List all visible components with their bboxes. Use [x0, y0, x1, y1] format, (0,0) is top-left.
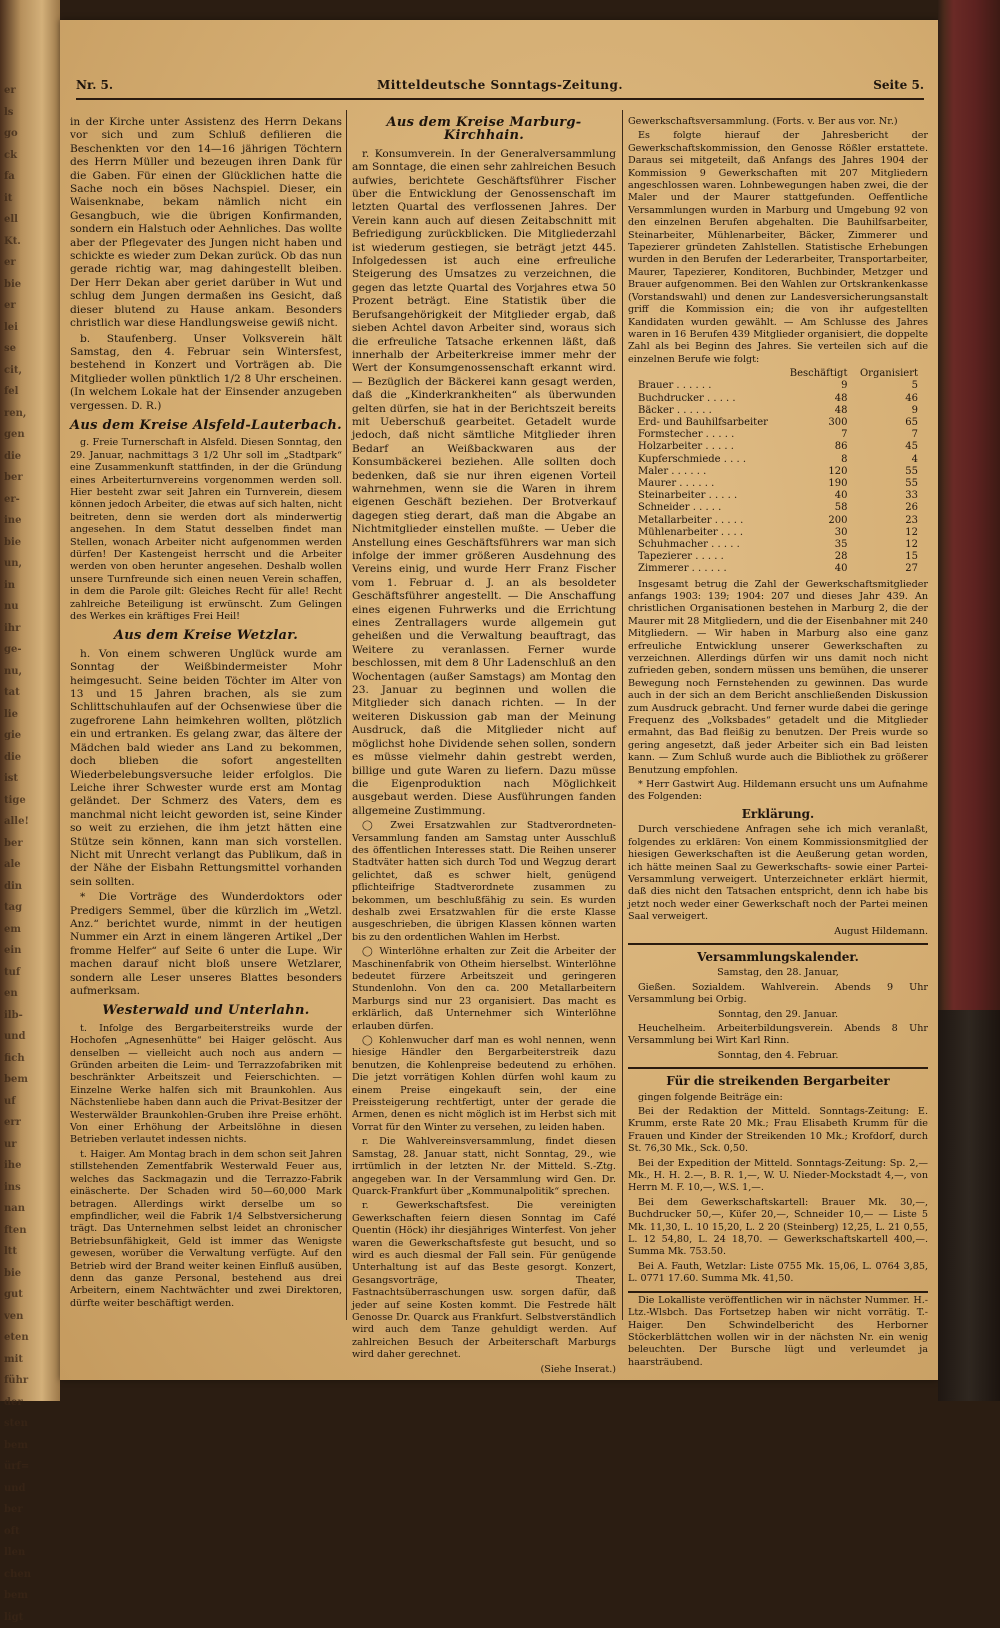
- binding-band: [938, 1010, 1000, 1401]
- table-cell: 55: [851, 466, 922, 478]
- table-cell: Schuhmacher . . . . .: [634, 539, 781, 551]
- calendar-date: Samstag, den 28. Januar,: [628, 967, 928, 979]
- edge-word: eten: [4, 1327, 54, 1349]
- edge-word: ine: [4, 510, 54, 532]
- table-cell: 40: [781, 490, 851, 502]
- edge-word: cit,: [4, 360, 54, 382]
- table-header: Organisiert: [851, 368, 922, 380]
- edge-word: it: [4, 188, 54, 210]
- edge-word: der: [4, 1392, 54, 1414]
- table-cell: 28: [781, 551, 851, 563]
- table-row: [634, 515, 922, 527]
- table-row: [634, 527, 922, 539]
- edge-word: ren,: [4, 403, 54, 425]
- edge-word: bie: [4, 532, 54, 554]
- article-paragraph: ◯ Zwei Ersatzwahlen zur Stadtverordneten-Versammlung fanden am Samstag unter Ausschluß des öffentlichen Interesses statt. Die Reihen unserer Stadtväter hatten sich durch Tod und Wegzug derart gelichtet, daß es schwer hielt, genügend pflichteifrige Stadtverordnete zusammen zu bekommen, um beschlußfähig zu sein. Es wurden deshalb zwei Ersatzwahlen für die erste Klasse ausgeschrieben, die übrigen Klassen können warten bis zu den ordentlichen Wahlen im Herbst.: [352, 820, 616, 944]
- edge-word: er-: [4, 489, 54, 511]
- newspaper-page: [60, 20, 938, 1380]
- table-body: [634, 380, 922, 575]
- table-cell: 26: [851, 502, 922, 514]
- table-cell: 5: [851, 380, 922, 392]
- meeting-calendar: [628, 943, 928, 1062]
- edge-word: er: [4, 80, 54, 102]
- donations-paragraph: Bei der Redaktion der Mitteld. Sonntags-Zeitung: E. Krumm, erste Rate 20 Mk.; Frau Elisabeth Krumm für die Frauen und Kinder der Streikenden 10 Mk.; Krofdorf, durch St. 76,30 Mk., Sck. 0,50.: [628, 1106, 928, 1156]
- edge-word: fich: [4, 1048, 54, 1070]
- header-rule: [76, 98, 924, 100]
- issue-number: Nr. 5.: [76, 78, 113, 92]
- table-cell: 48: [781, 393, 851, 405]
- article-paragraph: Es folgte hierauf der Jahresbericht der Gewerkschaftskommission, den Genosse Rößler erstattete. Daraus sei mitgeteilt, daß Anfangs des Jahres 1904 der Kommission 9 Gewerkschaften mit 207 Mitgliedern angeschlossen waren. Lohnbewegungen haben zwei, die der Maler und der Maurer stattgefunden. Oeffentliche Versammlungen wurden in Marburg und Umgebung 92 von den einzelnen Berufen abgehalten. Die Bauhilfsarbeiter, Steinarbeiter, Mühlenarbeiter, Bäcker, Zimmerer und Tapezierer gründeten Zahlstellen. Statistische Erhebungen wurden in den Berufen der Lederarbeiter, Transportarbeiter, Maurer, Tapezierer, Konditoren, Buchbinder, Metzger und Brauer aufgenommen. Bei den Wahlen zur Ortskrankenkasse (Vorstandswahl) und denen zur Landesversicherungsanstalt griff die Kommission ein; die von ihr aufgestellten Kandidaten wurden gewählt. — Am Schlusse des Jahres waren in 16 Berufen 439 Mitglieder organisiert, die doppelte Zahl als bei Beginn des Jahres. Sie verteilen sich auf die einzelnen Berufe wie folgt:: [628, 130, 928, 366]
- table-cell: 48: [781, 405, 851, 417]
- table-row: [634, 405, 922, 417]
- table-cell: 65: [851, 417, 922, 429]
- edge-word: die: [4, 446, 54, 468]
- edge-word: ligt: [4, 1607, 54, 1628]
- article-paragraph: r. Gewerkschaftsfest. Die vereinigten Gewerkschaften feiern diesen Sonntag im Café Quentin (Höck) ihr diesjähriges Winterfest. Von jeher waren die Gewerkschaftsfeste gut besucht, und so wird es auch diesmal der Fall sein. Für genügende Unterhaltung ist auf das Beste gesorgt. Konzert, Gesangsvorträge, Theater, Fastnachtsüberraschungen usw. sorgen dafür, daß jeder auf seine Kosten kommt. Die Festrede hält Genosse Dr. Quarck aus Frankfurt. Selbstverständlich wird auch dem Tanze gehuldigt werden. Auf zahlreichen Besuch der Arbeiterschaft Marburgs wird daher gerechnet.: [352, 1200, 616, 1361]
- table-row: [634, 466, 922, 478]
- edge-word: chen: [4, 1564, 54, 1586]
- table-cell: Tapezierer . . . . .: [634, 551, 781, 563]
- table-row: [634, 551, 922, 563]
- donations-paragraph: Bei A. Fauth, Wetzlar: Liste 0755 Mk. 15,06, L. 0764 3,85, L. 0771 17.60. Summa Mk. 41,50.: [628, 1261, 928, 1286]
- table-header: Beschäftigt: [781, 368, 851, 380]
- article-paragraph: Insgesamt betrug die Zahl der Gewerkschaftsmitglieder anfangs 1903: 139; 1904: 207 und dieses Jahr 439. An christlichen Organisationen bestehen in Marburg 2, die der Maurer mit 28 Mitgliedern, und die der Eisenbahner mit 240 Mitgliedern. — Wir haben in Marburg also eine ganz erfreuliche Entwicklung unserer Gewerkschaften zu verzeichnen. Allerdings dürfen wir uns damit noch nicht zufrieden geben, sondern müssen uns bemühen, die unserer Bewegung noch Fernstehenden zu gewinnen. Das wurde auch in der sich an dem Bericht anschließenden Diskussion zum Ausdruck gebracht. Und ferner wurde dabei die geringe Frequenz des „Volksbades“ getadelt und die Mitglieder ermahnt, das Bad fleißig zu benutzen. Der Preis wurde so gering angesetzt, daß jeder Arbeiter sich ein Bad leisten kann. — Zum Schluß wurde auch die Bibliothek zu größerer Benutzung empfohlen.: [628, 579, 928, 778]
- book-left-edge: [0, 0, 60, 1401]
- article-paragraph: * Herr Gastwirt Aug. Hildemann ersucht uns um Aufnahme des Folgenden:: [628, 779, 928, 804]
- edge-word: go: [4, 123, 54, 145]
- table-cell: Erd- und Bauhilfsarbeiter: [634, 417, 781, 429]
- article-paragraph: ◯ Kohlenwucher darf man es wohl nennen, wenn hiesige Händler den Bergarbeiterstreik dazu benutzen, die Kohlenpreise bedeutend zu erhöhen. Die jetzt vorrätigen Kohlen dürfen wohl kaum zu einem Preise eingekauft sein, der eine Preissteigerung rechtfertigt, unter der gerade die Armen, denen es nicht möglich ist im Herbst sich mit Vorrat für den Winter zu versehen, zu leiden haben.: [352, 1035, 616, 1134]
- calendar-entry: Gießen. Sozialdem. Wahlverein. Abends 9 Uhr Versammlung bei Orbig.: [628, 982, 928, 1007]
- table-cell: 46: [851, 393, 922, 405]
- table-cell: Buchdrucker . . . . .: [634, 393, 781, 405]
- edge-word: ge-: [4, 639, 54, 661]
- editorial-notice: [628, 1291, 928, 1369]
- edge-word: em: [4, 919, 54, 941]
- table-row: [634, 441, 922, 453]
- edge-word: un,: [4, 553, 54, 575]
- edge-word: ilb-: [4, 1005, 54, 1027]
- edge-word: ber: [4, 833, 54, 855]
- table-cell: Maler . . . . . .: [634, 466, 781, 478]
- edge-word: ihr: [4, 618, 54, 640]
- article-paragraph: t. Infolge des Bergarbeiterstreiks wurde der Hochofen „Agnesenhütte“ bei Haiger gelöscht. Aus denselben — vielleicht auch noch aus andern — Gründen arbeiten die Leim- und Terrazzofabriken mit beschränkter Arbeitszeit und Feierschichten. — Einzelne Werke halfen sich mit Braunkohlen. Aus Nächstenliebe haben dann auch die Privat-Besitzer der Westerwälder Braunkohlen-Gruben ihre Preise erhöht. Von einer Erhöhung der Arbeitslöhne in diesen Betrieben verlautet indessen nichts.: [70, 1023, 342, 1147]
- table-cell: Holzarbeiter . . . . .: [634, 441, 781, 453]
- table-cell: Brauer . . . . . .: [634, 380, 781, 392]
- column-3: [628, 116, 928, 1316]
- column-divider: [346, 110, 347, 1320]
- edge-word: ihe: [4, 1155, 54, 1177]
- table-cell: 30: [781, 527, 851, 539]
- edge-word: ck: [4, 145, 54, 167]
- edge-word: nan: [4, 1198, 54, 1220]
- article-paragraph: t. Haiger. Am Montag brach in dem schon seit Jahren stillstehenden Zementfabrik Westerwald Feuer aus, welches das Sackmagazin und die Terrazzo-Fabrik einäscherte. Der Schaden wird 50—60,000 Mark betragen. Allerdings wirkt derselbe um so empfindlicher, weil die Fabrik 1/4 Selbstversicherung trägt. Das Unternehmen selbst leidet an chronischer Betriebsunfähigkeit, Geld ist immer das Wenigste gewesen, worüber die Verwaltung verfügte. Auf den Betrieb wird der Brand weiter keinen Einfluß ausüben, denn das ganze Personal, bestehend aus drei Arbeitern, einem Nachtwächter und zwei Direktoren, dürfte weiter beschäftigt werden.: [70, 1149, 342, 1310]
- edge-word: en: [4, 983, 54, 1005]
- edge-word: tuf: [4, 962, 54, 984]
- table-row: [634, 380, 922, 392]
- table-cell: 190: [781, 478, 851, 490]
- newspaper-title: Mitteldeutsche Sonntags-Zeitung.: [76, 78, 924, 92]
- edge-word: ften: [4, 1220, 54, 1242]
- column-1: [70, 116, 342, 1316]
- table-cell: Kupferschmiede . . . .: [634, 454, 781, 466]
- edge-word: ein: [4, 940, 54, 962]
- notice-heading: Erklärung.: [628, 808, 928, 821]
- page-number: Seite 5.: [873, 78, 924, 92]
- table-cell: 9: [851, 405, 922, 417]
- table-cell: 40: [781, 563, 851, 575]
- column-divider: [622, 110, 623, 1320]
- edge-word: fa: [4, 166, 54, 188]
- calendar-date: Sonntag, den 4. Februar.: [628, 1050, 928, 1062]
- table-cell: Steinarbeiter . . . . .: [634, 490, 781, 502]
- membership-table: [634, 368, 922, 575]
- edge-word: mit: [4, 1349, 54, 1371]
- table-cell: Formstecher . . . . .: [634, 429, 781, 441]
- column-2: [352, 116, 616, 1316]
- table-cell: 33: [851, 490, 922, 502]
- edge-word: uf: [4, 1091, 54, 1113]
- table-row: [634, 478, 922, 490]
- edge-word: ls: [4, 102, 54, 124]
- table-cell: 15: [851, 551, 922, 563]
- table-cell: Schneider . . . . .: [634, 502, 781, 514]
- table-cell: Mühlenarbeiter . . . .: [634, 527, 781, 539]
- table-cell: 7: [781, 429, 851, 441]
- article-paragraph: * Die Vorträge des Wunderdoktors oder Predigers Semmel, über die kürzlich im „Wetzl. Anz.“ berichtet wurde, nimmt in der heutigen Nummer ein Arzt in einem längeren Artikel „Der fromme Helfer“ auf Seite 6 unter die Lupe. Wir machen darauf nicht bloß unsere Wetzlarer, sondern alle Leser unseres Blattes besonders aufmerksam.: [70, 891, 342, 998]
- table-cell: Bäcker . . . . . .: [634, 405, 781, 417]
- table-cell: 27: [851, 563, 922, 575]
- edge-word: ber: [4, 467, 54, 489]
- edge-word: ins: [4, 1177, 54, 1199]
- strike-donations: [628, 1067, 928, 1286]
- table-cell: Maurer . . . . . .: [634, 478, 781, 490]
- table-row: [634, 429, 922, 441]
- edge-word: in: [4, 575, 54, 597]
- table-header: [634, 368, 781, 380]
- edge-word: die: [4, 747, 54, 769]
- edge-word: ur: [4, 1134, 54, 1156]
- table-row: [634, 563, 922, 575]
- table-cell: Zimmerer . . . . . .: [634, 563, 781, 575]
- edge-word: ist: [4, 768, 54, 790]
- table-row: [634, 539, 922, 551]
- page-header: [76, 78, 924, 98]
- table-row: [634, 502, 922, 514]
- table-cell: Metallarbeiter . . . . .: [634, 515, 781, 527]
- article-paragraph: g. Freie Turnerschaft in Alsfeld. Diesen Sonntag, den 29. Januar, nachmittags 3 1/2 Uhr soll im „Stadtpark“ eine Zusammenkunft stattfinden, in der die Gründung eines Arbeiterturnvereins vorgenommen werden soll. Hier besteht zwar seit Jahren ein Turnverein, diesem können jedoch Arbeiter, die etwas auf sich halten, nicht beitreten, denn sie werden dort als minderwertig angesehen. In dem Statut desselben findet man Stellen, wonach Arbeiter nicht aufgenommen werden dürfen! Der Kastengeist herrscht und die Arbeiter werden von oben herunter angesehen. Deshalb wollen unsere Turnfreunde sich einen neuen Verein schaffen, in dem die Parole gilt: Gleiches Recht für alle! Recht zahlreiche Beteiligung ist erwünscht. Zum Gelingen des Werkes ein kräftiges Frei Heil!: [70, 437, 342, 623]
- edge-word: sten: [4, 1413, 54, 1435]
- table-cell: 200: [781, 515, 851, 527]
- table-cell: 7: [851, 429, 922, 441]
- article-paragraph: ◯ Winterlöhne erhalten zur Zeit die Arbeiter der Maschinenfabrik von Otheim hierselbst. Winterlöhne bedeutet fürzere Arbeitszeit und geringeren Stundenlohn. Von den ca. 200 Metallarbeitern Marburgs sind nur 23 organisiert. Das macht es erklärlich, daß Unternehmer sich Winterlöhne erlauben dürfen.: [352, 946, 616, 1033]
- edge-word: er: [4, 252, 54, 274]
- edge-word: er: [4, 295, 54, 317]
- donations-paragraph: gingen folgende Beiträge ein:: [628, 1092, 928, 1104]
- article-paragraph: r. Die Wahlvereinsversammlung, findet diesen Samstag, 28. Januar statt, nicht Sonntag, 29., wie irrtümlich in der letzten Nr. der Mitteld. S.-Ztg. angegeben war. In der Versammlung wird Gen. Dr. Quarck-Frankfurt über „Kommunalpolitik“ sprechen.: [352, 1136, 616, 1198]
- table-row: [634, 417, 922, 429]
- edge-word: gie: [4, 725, 54, 747]
- edge-word: err: [4, 1112, 54, 1134]
- edge-word: bem: [4, 1585, 54, 1607]
- donations-heading: Für die streikenden Bergarbeiter: [628, 1075, 928, 1088]
- table-cell: 300: [781, 417, 851, 429]
- table-cell: 55: [851, 478, 922, 490]
- table-cell: 12: [851, 539, 922, 551]
- calendar-date: Sonntag, den 29. Januar.: [628, 1009, 928, 1021]
- edge-word: bie: [4, 274, 54, 296]
- table-cell: 86: [781, 441, 851, 453]
- table-cell: 4: [851, 454, 922, 466]
- edge-word: ale: [4, 854, 54, 876]
- article-paragraph: h. Von einem schweren Unglück wurde am Sonntag der Weißbindermeister Mohr heimgesucht. Seine beiden Töchter im Alter von 13 und 15 Jahren brachen, als sie zum Schlittschuhlaufen auf der Ochsenwiese über die zugefrorene Lahn heimkehren wollten, plötzlich ein und ertranken. Es gelang zwar, das ältere der Mädchen bald wieder ans Land zu bekommen, doch blieben die sofort angestellten Wiederbelebungsversuche leider erfolglos. Die Leiche ihrer Schwester wurde erst am Montag geländet. Der Schmerz des Vaters, dem es manchmal nicht leicht geworden ist, seine Kinder so weit zu erziehen, die ihm jetzt hätten eine Stütze sein können, kann man sich vorstellen. Nicht mit Unrecht verlangt das Publikum, daß in der Nähe der Eisbahn Rettungsmittel vorhanden sein sollten.: [70, 648, 342, 889]
- edge-word: ltt: [4, 1241, 54, 1263]
- edge-word: nu: [4, 596, 54, 618]
- article-paragraph: Durch verschiedene Anfragen sehe ich mich veranlaßt, folgendes zu erklären: Von einem Kommissionsmitglied der hiesigen Gewerkschaften ist die Aeußerung getan worden, ich hätte meinen Saal zu Gewerkschafts- sowie einer Partei-Versammlung verweigert. Unterzeichneter erklärt hiermit, daß dies nicht den Tatsachen entspricht, denn ich habe bis jetzt noch weder einer Gewerkschaft noch der Partei meinen Saal verweigert.: [628, 824, 928, 923]
- donations-paragraph: Bei der Expedition der Mitteld. Sonntags-Zeitung: Sp. 2,— Mk., H. H. 2.—, B. R. 1,—, W. U. Nieder-Mockstadt 4,—, von Herrn M. F. 10,—, W.S. 1,—.: [628, 1158, 928, 1195]
- article-note: (Siehe Inserat.): [352, 1364, 616, 1376]
- edge-word: führ: [4, 1370, 54, 1392]
- edge-word: alle!: [4, 811, 54, 833]
- edge-word: bem: [4, 1069, 54, 1091]
- calendar-heading: Versammlungskalender.: [628, 951, 928, 964]
- edge-word: lie: [4, 704, 54, 726]
- book-right-edge: [938, 0, 1000, 1401]
- edge-word: nu,: [4, 661, 54, 683]
- edge-word: se: [4, 338, 54, 360]
- table-cell: 23: [851, 515, 922, 527]
- table-cell: 35: [781, 539, 851, 551]
- edge-word: Kt.: [4, 231, 54, 253]
- table-row: [634, 490, 922, 502]
- edge-word: und: [4, 1026, 54, 1048]
- calendar-entry: Heuchelheim. Arbeiterbildungsverein. Abends 8 Uhr Versammlung bei Wirt Karl Rinn.: [628, 1023, 928, 1048]
- edge-word: tag: [4, 897, 54, 919]
- article-paragraph: r. Konsumverein. In der Generalversammlung am Sonntage, die einen sehr zahlreichen Besuch aufwies, berichtete Geschäftsführer Fischer über die Entwicklung der Genossenschaft im letzten Quartal des verflossenen Jahres. Der Verein kann auch auf diesen Zeitabschnitt mit Befriedigung zurückblicken. Die Mitgliederzahl ist wiederum gestiegen, sie beträgt jetzt 445. Infolgedessen ist auch eine erfreuliche Steigerung des Umsatzes zu verzeichnen, die gegen das letzte Quartal des Vorjahres etwa 50 Prozent beträgt. Eine Statistik über die Berufsangehörigkeit der Mitglieder ergab, daß sieben Achtel davon Arbeiter sind, woraus sich die erfreuliche Tatsache erkennen läßt, daß innerhalb der Arbeiterkreise immer mehr der Wert der Konsumgenossenschaft erkannt wird. — Bezüglich der Bäckerei kann gesagt werden, daß die „Kinderkrankheiten“ als überwunden gelten dürfen, sie hat in der Berichtszeit bereits mit Ueberschuß gearbeitet. Getadelt wurde jedoch, daß nicht sämtliche Mitglieder ihren Bedarf an Weißbackwaren aus der Konsumbäckerei beziehen. Alle sollten doch bedenken, daß sie nur ihren eigenen Vorteil wahrnehmen, wenn sie die Waren in ihrem eigenen Geschäft beziehen. Der Brotverkauf dagegen stieg derart, daß man die Abgabe an Nichtmitglieder einstellen mußte. — Ueber die Anstellung eines Geschäftsführers war man sich infolge der immer größeren Ausdehnung des Vereins einig, und wurde Herr Franz Fischer vom 1. Februar d. J. an als besoldeter Geschäftsführer angestellt. — Die Anschaffung eines eigenen Fuhrwerks und die Errichtung eines Zentrallagers wurde allgemein gut geheißen und die Verwaltung beauftragt, das Weitere zu veranlassen. Ferner wurde beschlossen, mit dem 8 Uhr Ladenschluß an den Wochentagen (außer Samstags) am Montag den 23. Januar zu beginnen und wollen die Mitglieder sich danach richten. — In der weiteren Diskussion gab man der Meinung Ausdruck, daß die Mitglieder nicht auf möglichst hohe Dividende sehen sollen, sondern es müsse vielmehr dahin gestrebt werden, billige und gute Waren zu liefern. Dazu müsse die Eigenproduktion nach Möglichkeit ausgebaut werden. Diese Ausführungen fanden allgemeine Zustimmung.: [352, 148, 616, 818]
- signature: August Hildemann.: [628, 926, 928, 938]
- table-cell: 45: [851, 441, 922, 453]
- edge-word: tige: [4, 790, 54, 812]
- donations-paragraph: Bei dem Gewerkschaftskartell: Brauer Mk. 30,—, Buchdrucker 50,—, Küfer 20,—, Schneider 10,— — Liste 5 Mk. 11,30, L. 10 15,20, L. 2 20 (Steinberg) 12,25, L. 21 0,55, L. 12 54,80, L. 24 18,70. — Gewerkschaftskartell 400,—. Summa Mk. 753.50.: [628, 1197, 928, 1259]
- table-cell: 120: [781, 466, 851, 478]
- article-paragraph: b. Staufenberg. Unser Volksverein hält Samstag, den 4. Februar sein Wintersfest, bestehend in Konzert und Vorträgen ab. Die Mitglieder wollen pünktlich 1/2 8 Uhr erscheinen. (In welchem Lokale hat der Einsender anzugeben vergessen. D. R.): [70, 333, 342, 413]
- edge-word: gut: [4, 1284, 54, 1306]
- edge-word: fel: [4, 381, 54, 403]
- left-page-edge-text: [4, 80, 54, 1628]
- table-cell: 12: [851, 527, 922, 539]
- edge-word: lei: [4, 317, 54, 339]
- table-cell: 9: [781, 380, 851, 392]
- edge-word: ber: [4, 1499, 54, 1521]
- edge-word: oft: [4, 1521, 54, 1543]
- table-row: [634, 393, 922, 405]
- edge-word: tat: [4, 682, 54, 704]
- section-heading: Aus dem Kreise Alsfeld-Lauterbach.: [70, 419, 342, 432]
- section-heading: Aus dem Kreise Wetzlar.: [70, 629, 342, 642]
- section-heading: Westerwald und Unterlahn.: [70, 1004, 342, 1017]
- table-cell: 8: [781, 454, 851, 466]
- notice-paragraph: Die Lokalliste veröffentlichen wir in nächster Nummer. H.-Ltz.-Wlsbch. Das Fortsetzep haben wir nicht vorrätig. T.-Haiger. Den Schwindelbericht des Herborner Stöckerblättchen wollen wir in der nächsten Nr. ein wenig beleuchten. Der Bursche lügt und verleumdet ja haarsträubend.: [628, 1295, 928, 1369]
- edge-word: ürf=: [4, 1456, 54, 1478]
- edge-word: ell: [4, 209, 54, 231]
- edge-word: gen: [4, 424, 54, 446]
- table-header-row: [634, 368, 922, 380]
- table-cell: 58: [781, 502, 851, 514]
- edge-word: din: [4, 876, 54, 898]
- edge-word: und: [4, 1478, 54, 1500]
- edge-word: bie: [4, 1263, 54, 1285]
- edge-word: llen: [4, 1542, 54, 1564]
- edge-word: ven: [4, 1306, 54, 1328]
- article-paragraph: Gewerkschaftsversammlung. (Forts. v. Ber aus vor. Nr.): [628, 116, 928, 128]
- section-heading: Aus dem Kreise Marburg-Kirchhain.: [352, 116, 616, 143]
- table-row: [634, 454, 922, 466]
- edge-word: bem: [4, 1435, 54, 1457]
- article-paragraph: in der Kirche unter Assistenz des Herrn Dekans vor sich und zum Schluß defilieren die Beschenkten vor den 14—16 jährigen Töchtern des Herrn Müller und bezeugen ihren Dank für die Gaben. Für einen der Glücklichen hatte die Sache noch ein böses Nachspiel. Dieser, ein Waisenknabe, bekam nämlich nicht ein Gesangbuch, wie die übrigen Konfirmanden, sondern ein Halstuch oder Aehnliches. Das wollte aber der Pflegevater des Jungen nicht haben und schickte es wieder zum Dekan zurück. Ob das nun gerade richtig war, mag dahingestellt bleiben. Der Herr Dekan aber geriet darüber in Wut und schlug dem Jungen dermaßen ins Gesicht, daß dieser blutend zu Hause ankam. Besonders christlich war diese Handlungsweise gewiß nicht.: [70, 116, 342, 331]
